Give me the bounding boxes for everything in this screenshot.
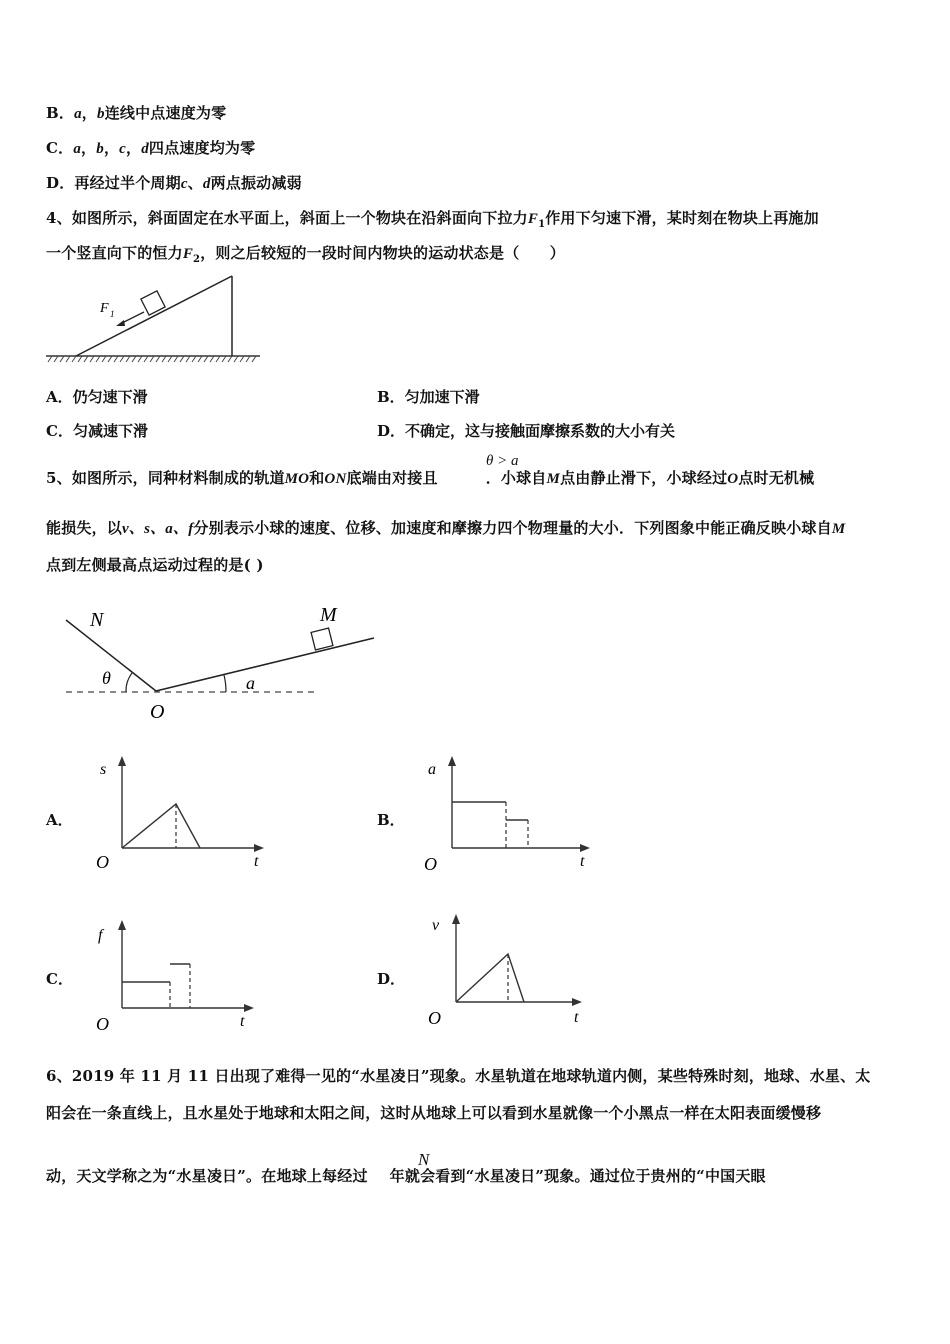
y-arrow <box>448 756 456 766</box>
sep: 、 <box>187 174 203 192</box>
q6-stem-line2: 阳会在一条直线上，且水星处于地球和太阳之间，这时从地球上可以看到水星就像一个小黑点一样在太阳表面缓慢移 <box>46 1104 822 1122</box>
var-b: b <box>96 141 104 157</box>
x-arrow <box>580 844 590 852</box>
sep: ， <box>81 139 97 157</box>
math-theta-gt-alpha: θ > a <box>486 453 519 469</box>
origin-label: O <box>96 1014 109 1034</box>
q5-text: 底端由对接且 <box>346 469 438 487</box>
math-n: N <box>418 1150 430 1169</box>
q4-option-a: A．仍匀速下滑 <box>46 388 148 406</box>
var-c: c <box>119 141 127 157</box>
q5-text: 和 <box>309 469 325 487</box>
track-on-line <box>66 620 156 691</box>
theta-arc <box>126 673 132 692</box>
x-label: t <box>580 853 585 870</box>
origin-label: O <box>424 854 437 874</box>
q6-stem-line3 <box>46 1165 766 1186</box>
label-n: N <box>90 609 104 631</box>
y-arrow <box>118 756 126 766</box>
q5-stem-line1 <box>46 467 814 488</box>
q6-stem-line1: 6、2019 年 11 月 11 日出现了难得一见的“水星凌日”现象。水星轨道在地球轨道内侧，某些特殊时刻，地球、水星、太 <box>46 1067 871 1085</box>
var-b: b <box>97 106 105 122</box>
graph-c-f-t <box>86 912 276 1034</box>
incline-figure <box>40 272 270 367</box>
q5-text: 5、如图所示，同种材料制成的轨道 <box>46 469 285 487</box>
subscript: 1 <box>538 219 546 230</box>
y-arrow <box>118 920 126 930</box>
q5-text: 点时无机械 <box>738 469 815 487</box>
q6-text: 年就会看到“水星凌日”现象。通过位于贵州的“中国天眼 <box>389 1167 766 1185</box>
q3-option-b-text: 连线中点速度为零 <box>104 104 227 122</box>
sep: ， <box>103 139 120 157</box>
x-label: t <box>254 853 259 870</box>
graph-b-label: B． <box>377 811 405 829</box>
q3-option-d-prefix: D．再经过半个周期 <box>46 174 181 192</box>
origin-label: O <box>96 852 109 872</box>
graph-a-label: A． <box>46 811 73 829</box>
track-figure <box>56 596 386 722</box>
track-mo: MO <box>284 471 310 487</box>
x-arrow <box>244 1004 254 1012</box>
incline-surface <box>76 276 232 356</box>
q3-option-c <box>46 137 255 158</box>
label-theta: θ <box>102 668 111 688</box>
x-arrow <box>254 844 264 852</box>
var-a: a <box>74 106 82 122</box>
q3-option-d <box>46 172 302 193</box>
v-curve <box>456 954 524 1002</box>
x-label: t <box>574 1009 579 1026</box>
arrowhead <box>116 320 125 326</box>
vars: v、s、a、f <box>122 521 194 537</box>
force-f: F <box>182 246 194 262</box>
q3-option-c-prefix: C． <box>46 139 74 157</box>
q4-text: 作用下匀速下滑，某时刻在物块上再施加 <box>545 209 819 227</box>
label-m: M <box>320 604 337 626</box>
q4-option-c: C．匀减速下滑 <box>46 422 148 440</box>
graph-d-v-t <box>416 906 606 1028</box>
force-sub: 1 <box>110 309 115 319</box>
graph-d-label: D． <box>377 970 406 988</box>
q4-stem-line1 <box>46 207 819 230</box>
q5-text: 能损失，以 <box>46 519 123 537</box>
q5-stem-line3: 点到左侧最高点运动过程的是( ) <box>46 556 264 574</box>
origin-label: O <box>428 1008 441 1028</box>
q5-text: 点由静止滑下，小球经过 <box>560 469 728 487</box>
subscript: 2 <box>193 254 201 265</box>
var-a: a <box>73 141 82 157</box>
track-mo-line <box>156 638 374 691</box>
q5-stem-line2 <box>46 517 845 538</box>
label-alpha: a <box>246 673 255 693</box>
point-o: O <box>727 471 739 487</box>
point-m: M <box>831 521 846 537</box>
q3-option-d-text: 两点振动减弱 <box>210 174 302 192</box>
q3-option-b-prefix: B． <box>46 104 75 122</box>
sep: ， <box>126 139 142 157</box>
s-curve <box>122 804 200 848</box>
ball-block <box>311 628 333 650</box>
y-label: f <box>98 927 103 944</box>
graph-a-s-t <box>86 752 276 874</box>
x-label: t <box>240 1013 245 1030</box>
q3-option-c-text: 四点速度均为零 <box>148 139 256 157</box>
y-label: s <box>100 761 107 778</box>
var-d: d <box>202 176 211 192</box>
var-d: d <box>141 141 149 157</box>
graph-c-label: C． <box>46 970 73 988</box>
y-label: a <box>428 761 436 778</box>
force-label: F <box>100 301 109 316</box>
track-on: ON <box>324 471 347 487</box>
q5-text: 分别表示小球的速度、位移、加速度和摩擦力四个物理量的大小．下列图象中能正确反映小球自 <box>193 519 832 537</box>
force-f: F <box>527 211 539 227</box>
q4-stem-line2 <box>46 242 565 265</box>
y-label: v <box>432 917 440 934</box>
q6-text: 动，天文学称之为“水星凌日”。在地球上每经过 <box>46 1167 368 1185</box>
x-arrow <box>572 998 582 1006</box>
alpha-arc <box>224 675 226 692</box>
q3-option-b <box>46 102 226 123</box>
q4-text: 一个竖直向下的恒力 <box>46 244 183 262</box>
sep: ， <box>81 104 97 122</box>
q4-option-d: D．不确定，这与接触面摩擦系数的大小有关 <box>377 422 676 440</box>
graph-b-a-t <box>416 752 606 874</box>
q4-text: ，则之后较短的一段时间内物块的运动状态是（ ） <box>200 244 566 262</box>
y-arrow <box>452 914 460 924</box>
q4-option-b: B．匀加速下滑 <box>377 388 480 406</box>
point-m: M <box>546 471 561 487</box>
q5-text: ．小球自 <box>485 469 547 487</box>
q4-text: 4、如图所示，斜面固定在水平面上，斜面上一个物块在沿斜面向下拉力 <box>46 209 528 227</box>
label-o: O <box>150 701 165 722</box>
ground-hatch <box>48 356 256 362</box>
var-c: c <box>180 176 188 192</box>
